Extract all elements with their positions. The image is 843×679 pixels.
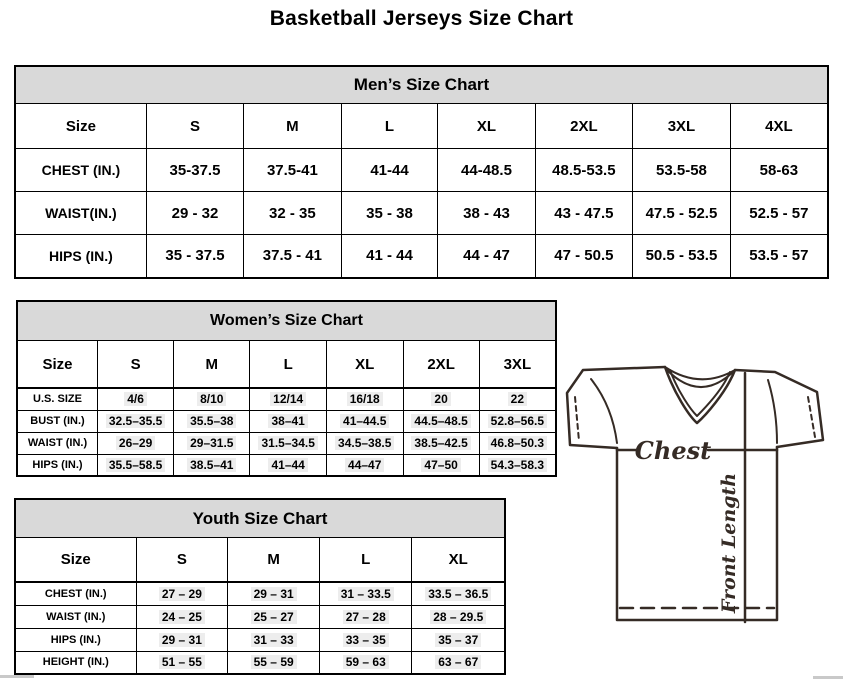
column-header: 4XL xyxy=(730,104,828,149)
size-value-cell: 44.5–48.5 xyxy=(403,410,479,432)
size-value-cell: 26–29 xyxy=(97,432,173,454)
size-value-cell: 35 – 37 xyxy=(412,628,505,651)
measure-label-cell: HIPS (IN.) xyxy=(15,628,136,651)
size-value-cell: 44-48.5 xyxy=(438,149,535,192)
scrollbar-fragment-left xyxy=(0,675,34,678)
youth-size-table xyxy=(14,498,506,675)
table-row xyxy=(15,651,505,674)
column-header: 3XL xyxy=(633,104,731,149)
size-value-cell: 38 - 43 xyxy=(438,192,535,235)
table-row xyxy=(15,582,505,605)
table-row xyxy=(17,432,556,454)
size-value-cell: 54.3–58.3 xyxy=(479,454,556,476)
column-header: S xyxy=(136,538,228,583)
column-header-row xyxy=(17,341,556,389)
size-value-cell: 46.8–50.3 xyxy=(479,432,556,454)
page-title: Basketball Jerseys Size Chart xyxy=(269,7,574,30)
column-header-row xyxy=(15,104,828,149)
womens-size-table xyxy=(16,300,557,477)
size-value-cell: 38.5–42.5 xyxy=(403,432,479,454)
size-value-cell: 59 – 63 xyxy=(320,651,412,674)
measure-label-cell: HIPS (IN.) xyxy=(17,454,97,476)
table-row xyxy=(17,410,556,432)
size-value-cell: 29 - 32 xyxy=(146,192,243,235)
size-value-cell: 48.5-53.5 xyxy=(535,149,633,192)
size-value-cell: 35.5–58.5 xyxy=(97,454,173,476)
table-title-row xyxy=(15,499,505,538)
size-value-cell: 47–50 xyxy=(403,454,479,476)
column-header: Size xyxy=(17,341,97,389)
column-header: 2XL xyxy=(403,341,479,389)
size-value-cell: 35 - 38 xyxy=(341,192,438,235)
size-value-cell: 41–44 xyxy=(250,454,327,476)
size-value-cell: 41–44.5 xyxy=(326,410,403,432)
column-header: M xyxy=(244,104,342,149)
column-header: L xyxy=(341,104,438,149)
column-header: M xyxy=(228,538,320,583)
column-header: XL xyxy=(438,104,535,149)
size-value-cell: 37.5-41 xyxy=(244,149,342,192)
size-value-cell: 12/14 xyxy=(250,388,327,410)
measure-label-cell: HIPS (IN.) xyxy=(15,235,146,278)
chest-label: Chest xyxy=(634,436,712,465)
table-row xyxy=(15,628,505,651)
table-row xyxy=(15,192,828,235)
column-header: 3XL xyxy=(479,341,556,389)
column-header-row xyxy=(15,538,505,583)
size-value-cell: 47.5 - 52.5 xyxy=(633,192,731,235)
table-row xyxy=(15,235,828,278)
table-row xyxy=(15,149,828,192)
size-value-cell: 38.5–41 xyxy=(174,454,250,476)
size-value-cell: 32 - 35 xyxy=(244,192,342,235)
jersey-right-armhole-seam xyxy=(768,380,777,443)
size-value-cell: 27 – 29 xyxy=(136,582,228,605)
size-value-cell: 35-37.5 xyxy=(146,149,243,192)
measure-label-cell: HEIGHT (IN.) xyxy=(15,651,136,674)
size-value-cell: 53.5 - 57 xyxy=(730,235,828,278)
size-value-cell: 41-44 xyxy=(341,149,438,192)
size-value-cell: 29 – 31 xyxy=(136,628,228,651)
size-value-cell: 8/10 xyxy=(174,388,250,410)
size-value-cell: 25 – 27 xyxy=(228,605,320,628)
table-row xyxy=(17,454,556,476)
size-value-cell: 50.5 - 53.5 xyxy=(633,235,731,278)
size-value-cell: 31 – 33 xyxy=(228,628,320,651)
size-value-cell: 20 xyxy=(403,388,479,410)
size-value-cell: 44–47 xyxy=(326,454,403,476)
mens-size-table xyxy=(14,65,829,279)
measure-label-cell: CHEST (IN.) xyxy=(15,149,146,192)
size-value-cell: 28 – 29.5 xyxy=(412,605,505,628)
size-value-cell: 51 – 55 xyxy=(136,651,228,674)
column-header: Size xyxy=(15,538,136,583)
size-value-cell: 29 – 31 xyxy=(228,582,320,605)
right-cuff-dashed-line xyxy=(808,397,815,437)
column-header: M xyxy=(174,341,250,389)
table-title-row xyxy=(15,66,828,104)
size-value-cell: 22 xyxy=(479,388,556,410)
size-value-cell: 35.5–38 xyxy=(174,410,250,432)
column-header: XL xyxy=(412,538,505,583)
front-length-label: Front Length xyxy=(718,472,740,614)
measure-label-cell: U.S. SIZE xyxy=(17,388,97,410)
size-value-cell: 31.5–34.5 xyxy=(250,432,327,454)
left-cuff-dashed-line xyxy=(575,397,579,441)
measure-label-cell: WAIST(IN.) xyxy=(15,192,146,235)
size-value-cell: 31 – 33.5 xyxy=(320,582,412,605)
size-value-cell: 16/18 xyxy=(326,388,403,410)
table-title-row xyxy=(17,301,556,341)
size-value-cell: 27 – 28 xyxy=(320,605,412,628)
measure-label-cell: BUST (IN.) xyxy=(17,410,97,432)
youth-table-title: Youth Size Chart xyxy=(15,499,505,538)
jersey-body-outline xyxy=(617,447,777,620)
size-value-cell: 38–41 xyxy=(250,410,327,432)
measure-label-cell: WAIST (IN.) xyxy=(15,605,136,628)
size-value-cell: 32.5–35.5 xyxy=(97,410,173,432)
column-header: 2XL xyxy=(535,104,633,149)
size-value-cell: 58-63 xyxy=(730,149,828,192)
size-value-cell: 24 – 25 xyxy=(136,605,228,628)
size-value-cell: 29–31.5 xyxy=(174,432,250,454)
size-value-cell: 53.5-58 xyxy=(633,149,731,192)
size-value-cell: 52.5 - 57 xyxy=(730,192,828,235)
measure-label-cell: CHEST (IN.) xyxy=(15,582,136,605)
size-value-cell: 34.5–38.5 xyxy=(326,432,403,454)
table-row xyxy=(17,388,556,410)
jersey-left-armhole-seam xyxy=(591,379,617,443)
table-row xyxy=(15,605,505,628)
size-value-cell: 63 – 67 xyxy=(412,651,505,674)
mens-table-title: Men’s Size Chart xyxy=(15,66,828,104)
size-value-cell: 43 - 47.5 xyxy=(535,192,633,235)
size-value-cell: 44 - 47 xyxy=(438,235,535,278)
column-header: L xyxy=(320,538,412,583)
size-value-cell: 52.8–56.5 xyxy=(479,410,556,432)
size-value-cell: 4/6 xyxy=(97,388,173,410)
size-value-cell: 47 - 50.5 xyxy=(535,235,633,278)
column-header: S xyxy=(146,104,243,149)
measure-label-cell: WAIST (IN.) xyxy=(17,432,97,454)
size-value-cell: 35 - 37.5 xyxy=(146,235,243,278)
size-value-cell: 33.5 – 36.5 xyxy=(412,582,505,605)
column-header: XL xyxy=(326,341,403,389)
column-header: L xyxy=(250,341,327,389)
womens-table-title: Women’s Size Chart xyxy=(17,301,556,341)
size-value-cell: 33 – 35 xyxy=(320,628,412,651)
size-value-cell: 55 – 59 xyxy=(228,651,320,674)
column-header: Size xyxy=(15,104,146,149)
column-header: S xyxy=(97,341,173,389)
jersey-diagram xyxy=(558,360,838,640)
size-value-cell: 41 - 44 xyxy=(341,235,438,278)
size-value-cell: 37.5 - 41 xyxy=(244,235,342,278)
